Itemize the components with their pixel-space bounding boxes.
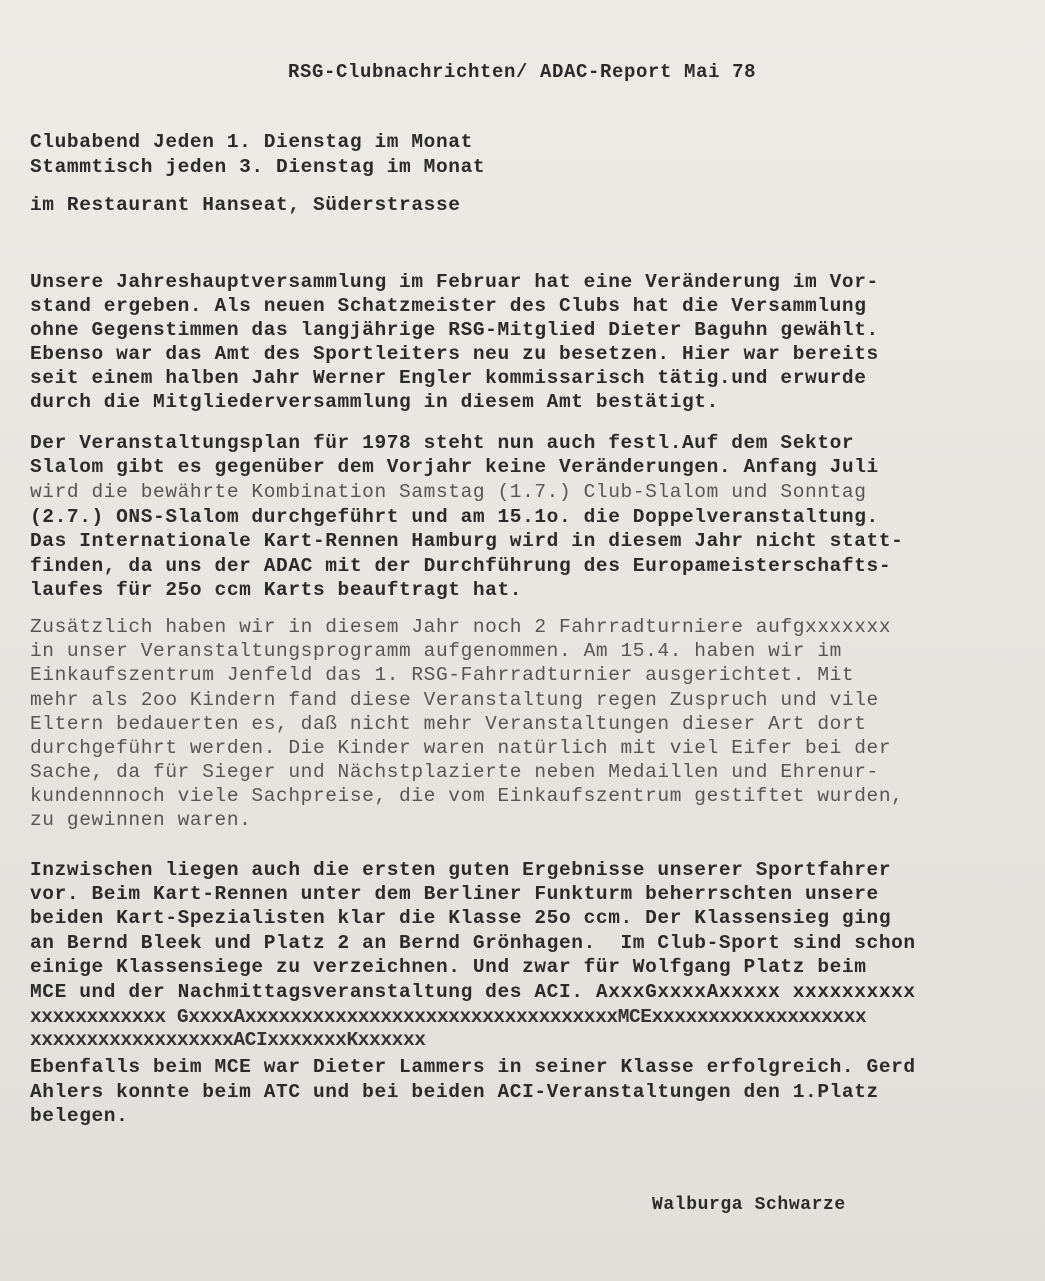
stammtisch-line: Stammtisch jeden 3. Dienstag im Monat [30, 156, 486, 178]
paragraph-line: Inzwischen liegen auch die ersten guten Ergebnisse unserer Sportfahrer [30, 859, 892, 881]
clubabend-line: Clubabend Jeden 1. Dienstag im Monat [30, 131, 473, 153]
paragraph-line: Ahlers konnte beim ATC und bei beiden ACI-Veranstaltungen den 1.Platz [30, 1081, 879, 1103]
paragraph-line: zu gewinnen waren. [30, 809, 252, 831]
paragraph-line: durchgeführt werden. Die Kinder waren natürlich mit viel Eifer bei der [30, 737, 892, 759]
paragraph-line: wird die bewährte Kombination Samstag (1.7.) Club-Slalom und Sonntag [30, 481, 867, 503]
paragraph-line: Unsere Jahreshauptversammlung im Februar hat eine Veränderung im Vor- [30, 271, 879, 293]
struck-out-line: xxxxxxxxxxxxxxxxxxACIxxxxxxxKxxxxxx [30, 1029, 426, 1051]
paragraph-line: Das Internationale Kart-Rennen Hamburg wird in diesem Jahr nicht statt- [30, 530, 904, 552]
paragraph-line: vor. Beim Kart-Rennen unter dem Berliner Funkturm beherrschten unsere [30, 883, 879, 905]
paragraph-line: in unser Veranstaltungsprogramm aufgenommen. Am 15.4. haben wir im [30, 640, 842, 662]
paragraph-line: mehr als 2oo Kindern fand diese Veranstaltung regen Zuspruch und vile [30, 689, 879, 711]
paragraph-line: Ebenfalls beim MCE war Dieter Lammers in seiner Klasse erfolgreich. Gerd [30, 1056, 916, 1078]
paragraph-line: Einkaufszentrum Jenfeld das 1. RSG-Fahrradturnier ausgerichtet. Mit [30, 664, 855, 686]
paragraph-line: Ebenso war das Amt des Sportleiters neu zu besetzen. Hier war bereits [30, 343, 879, 365]
paragraph-line: seit einem halben Jahr Werner Engler kommissarisch tätig.und erwurde [30, 367, 867, 389]
paragraph-line: (2.7.) ONS-Slalom durchgeführt und am 15.1o. die Doppelveranstaltung. [30, 506, 879, 528]
paragraph-line: Eltern bedauerten es, daß nicht mehr Veranstaltungen dieser Art dort [30, 713, 867, 735]
paragraph-line: MCE und der Nachmittagsveranstaltung des ACI. AxxxGxxxxAxxxxx xxxxxxxxxx [30, 981, 916, 1003]
paragraph-line: ohne Gegenstimmen das langjährige RSG-Mitglied Dieter Baguhn gewählt. [30, 319, 879, 341]
paragraph-line: Zusätzlich haben wir in diesem Jahr noch 2 Fahrradturniere aufgxxxxxxx [30, 616, 892, 638]
location-line: im Restaurant Hanseat, Süderstrasse [30, 194, 461, 216]
paragraph-line: stand ergeben. Als neuen Schatzmeister des Clubs hat die Versammlung [30, 295, 867, 317]
struck-out-line: xxxxxxxxxxxx GxxxxAxxxxxxxxxxxxxxxxxxxxxxxxxxxxxxxxxMCExxxxxxxxxxxxxxxxxxx [30, 1006, 867, 1028]
paragraph-line: durch die Mitgliederversammlung in diesem Amt bestätigt. [30, 391, 719, 413]
paragraph-line: einige Klassensiege zu verzeichnen. Und zwar für Wolfgang Platz beim [30, 956, 867, 978]
paragraph-line: kundennnoch viele Sachpreise, die vom Einkaufszentrum gestiftet wurden, [30, 785, 904, 807]
paragraph-line: Der Veranstaltungsplan für 1978 steht nun auch festl.Auf dem Sektor [30, 432, 855, 454]
paragraph-line: Sache, da für Sieger und Nächstplazierte neben Medaillen und Ehrenur- [30, 761, 879, 783]
page-title: RSG-Clubnachrichten/ ADAC-Report Mai 78 [288, 61, 757, 83]
paragraph-line: beiden Kart-Spezialisten klar die Klasse 25o ccm. Der Klassensieg ging [30, 907, 892, 929]
signature-name: Walburga Schwarze [652, 1195, 846, 1215]
paragraph-line: an Bernd Bleek und Platz 2 an Bernd Grönhagen. Im Club-Sport sind schon [30, 932, 916, 954]
paragraph-line: belegen. [30, 1105, 129, 1127]
paragraph-line: finden, da uns der ADAC mit der Durchführung des Europameisterschafts- [30, 555, 892, 577]
paragraph-line: Slalom gibt es gegenüber dem Vorjahr keine Veränderungen. Anfang Juli [30, 456, 879, 478]
paragraph-line: laufes für 25o ccm Karts beauftragt hat. [30, 579, 523, 601]
